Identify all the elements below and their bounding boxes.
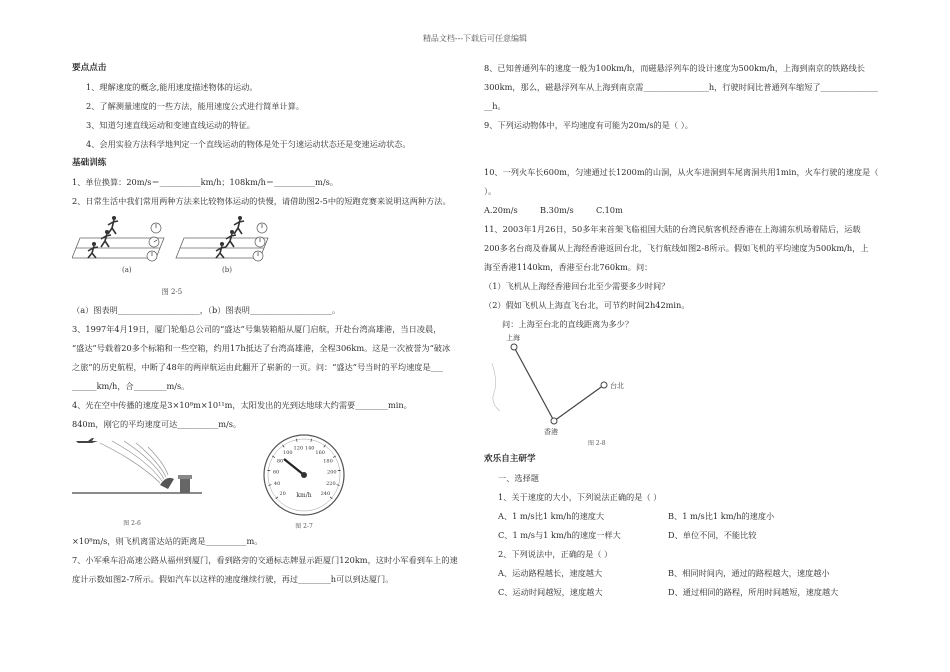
question-11-part-2-ask: 问：上海至台北的直线距离为多少？ xyxy=(502,319,634,329)
section-multiple-choice: 一、选择题 xyxy=(498,473,539,483)
speedometer-tick-label: 180 xyxy=(323,458,333,465)
figure-2-6-caption: 图 2-6 xyxy=(123,520,141,527)
map-label-shanghai: 上海 xyxy=(506,334,520,342)
speedometer-tick-label: 140 xyxy=(304,445,315,452)
question-3-line: 3、1997年4月19日，厦门轮船总公司的“盛达”号集装箱船从厦门启航，开赴台湾高雄港，当日凌晨， xyxy=(72,324,442,334)
question-11-line: 200多名台商及眷属从上海经香港返回台北，飞行航线如图2-8所示。假如飞机的平均速度为500km/h，上 xyxy=(484,243,869,253)
section-heading-key-points: 要点点击 xyxy=(72,63,107,73)
question-9: 9、下列运动物体中，平均速度有可能为20m/s的是（ ）。 xyxy=(484,120,693,130)
section-heading-self-study: 欢乐自主研学 xyxy=(484,454,536,464)
question-11-part-2: （2）假如飞机从上海直飞台北，可节约时间2h42min。 xyxy=(484,300,690,310)
figure-2-8-flight-map xyxy=(484,333,664,451)
speedometer-tick-label: 160 xyxy=(315,450,325,457)
option-b: B、相同时间内，通过的路程越大，速度越小 xyxy=(668,568,830,578)
question-10-options xyxy=(484,204,884,217)
option-b: B、1 m/s比1 km/h的速度小 xyxy=(668,511,775,521)
mc-question-1-options-cd xyxy=(484,529,884,542)
question-10-line: 10、一列火车长600m，匀速通过长1200m的山洞，从火车进洞到车尾离洞共用1min，火车行驶的速度是（ xyxy=(484,167,879,177)
figures-2-6-and-2-7 xyxy=(72,433,402,533)
figure-2-5-label-b: (b) xyxy=(222,266,232,274)
question-2-answer: （a）图表明____________________，（b）图表明____________________。 xyxy=(72,305,341,315)
option-a: A、1 m/s比1 km/h的速度大 xyxy=(498,511,605,521)
speedometer-tick-label: 120 xyxy=(293,445,304,452)
map-label-hongkong: 香港 xyxy=(544,428,558,436)
question-11-part-1: （1）飞机从上海经香港回台北至少需要多少时间？ xyxy=(484,281,670,291)
mc-question-1: 1、关于速度的大小，下列说法正确的是（ ） xyxy=(498,492,662,502)
question-11-line: 海至香港1140km，香港至台北760km。问： xyxy=(484,262,653,272)
option-d: D、单位不同，不能比较 xyxy=(668,530,757,540)
key-point: 1、理解速度的概念,能用速度描述物体的运动。 xyxy=(86,82,258,92)
question-1: 1、单位换算：20m/s＝__________km/h；108km/h＝__________m/s。 xyxy=(72,177,338,187)
question-2: 2、日常生活中我们常用两种方法来比较物体运动的快慢，请借助图2-5中的短跑竞赛来说明这两种方法。 xyxy=(72,196,451,206)
figure-2-7-speedometer xyxy=(264,435,344,530)
speedometer-tick-label: 220 xyxy=(326,480,336,487)
mc-question-2-options-cd xyxy=(484,586,884,599)
option-a: A、运动路程越长，速度越大 xyxy=(498,568,603,578)
speedometer-tick-label: 240 xyxy=(320,491,331,497)
figure-2-7-caption: 图 2-7 xyxy=(295,523,313,530)
question-8-line: 300km，那么，磁悬浮列车从上海到南京需________________h，行驶时间比普通列车缩短了______________ xyxy=(484,82,878,92)
question-7-line: 度计示数如图2-7所示。假如汽车以这样的速度继续行驶，再过________h可以到达厦门。 xyxy=(72,574,394,584)
option-d: D、通过相同的路程，所用时间越短，速度越大 xyxy=(668,587,839,597)
question-3-line: 之旅”的历史航程，中断了48年的两岸航运由此翻开了崭新的一页。问：“盛达”号当时的平均速度是___ xyxy=(72,362,443,372)
question-11-line: 11、2003年1月26日，50多年来首架飞临祖国大陆的台湾民航客机经香港在上海浦东机场着陆后，运载 xyxy=(484,224,861,234)
mc-question-2-options-ab xyxy=(484,567,884,580)
key-point: 3、知道匀速直线运动和变速直线运动的特征。 xyxy=(86,120,255,130)
page-header: 精品文档---下载后可任意编辑 xyxy=(422,34,528,43)
speedometer-tick-label: 200 xyxy=(327,469,337,476)
question-4: 4、光在空中传播的速度是3×10⁸m×10¹¹m，太阳发出的光到达地球大约需要________min。 xyxy=(72,400,412,410)
option-a: A.20m/s xyxy=(484,205,518,215)
option-c: C.10m xyxy=(596,205,623,215)
speedometer-tick-label: 60 xyxy=(273,469,280,476)
figure-2-6-radar xyxy=(72,438,202,527)
option-c: C、1 m/s与1 km/h的速度一样大 xyxy=(498,530,621,540)
mc-question-2: 2、下列说法中，正确的是（ ） xyxy=(498,549,613,559)
speedometer-tick-label: 100 xyxy=(283,450,293,457)
figure-2-5-caption: 图 2-5 xyxy=(161,288,183,296)
speedometer-tick-label: 40 xyxy=(273,480,281,487)
question-3-line: “盛达”号载着20多个标箱和一些空箱，约用17h抵达了台湾高雄港，全程306km。这是一次被誉为“破冰 xyxy=(72,343,451,353)
option-b: B.30m/s xyxy=(540,205,574,215)
map-label-taipei: 台北 xyxy=(610,382,624,390)
question-10-line: ）。 xyxy=(484,186,497,196)
right-column xyxy=(484,62,884,599)
left-column xyxy=(72,62,464,586)
figure-2-5-sprint-race xyxy=(72,210,272,302)
key-point: 4、会用实验方法科学地判定一个直线运动的物体是处于匀速运动状态还是变速运动状态。 xyxy=(86,139,411,149)
question-3-line: ______km/h，合________m/s。 xyxy=(72,381,190,391)
option-c: C、运动时间越短，速度越大 xyxy=(498,587,603,597)
mc-question-1-options-ab xyxy=(484,510,884,523)
section-heading-basic-training: 基础训练 xyxy=(72,158,107,168)
key-point: 2、了解测量速度的一些方法，能用速度公式进行简单计算。 xyxy=(86,101,305,111)
speedometer-tick-label: 20 xyxy=(279,491,286,497)
question-4-continued: 840m，刚它的平均速度可达__________m/s。 xyxy=(72,419,242,429)
question-8-line: __h。 xyxy=(484,101,506,111)
speedometer-tick-label: 80 xyxy=(276,458,284,465)
figure-2-8-caption: 图 2-8 xyxy=(588,440,606,447)
figure-2-5-label-a: (a) xyxy=(122,266,132,274)
question-7-line: 7、小军乘车沿高速公路从福州到厦门，看到路旁的交通标志牌显示距厦门120km，这时小军看到车上的速 xyxy=(72,555,458,565)
question-8-line: 8、已知普通列车的速度一般为100km/h，而磁悬浮列车的设计速度为500km/h，上海到南京的铁路线长 xyxy=(484,63,865,73)
question-6: ×10⁸m/s，则飞机离雷达站的距离是__________m。 xyxy=(72,536,263,546)
speedometer-unit: km/h xyxy=(296,492,312,499)
